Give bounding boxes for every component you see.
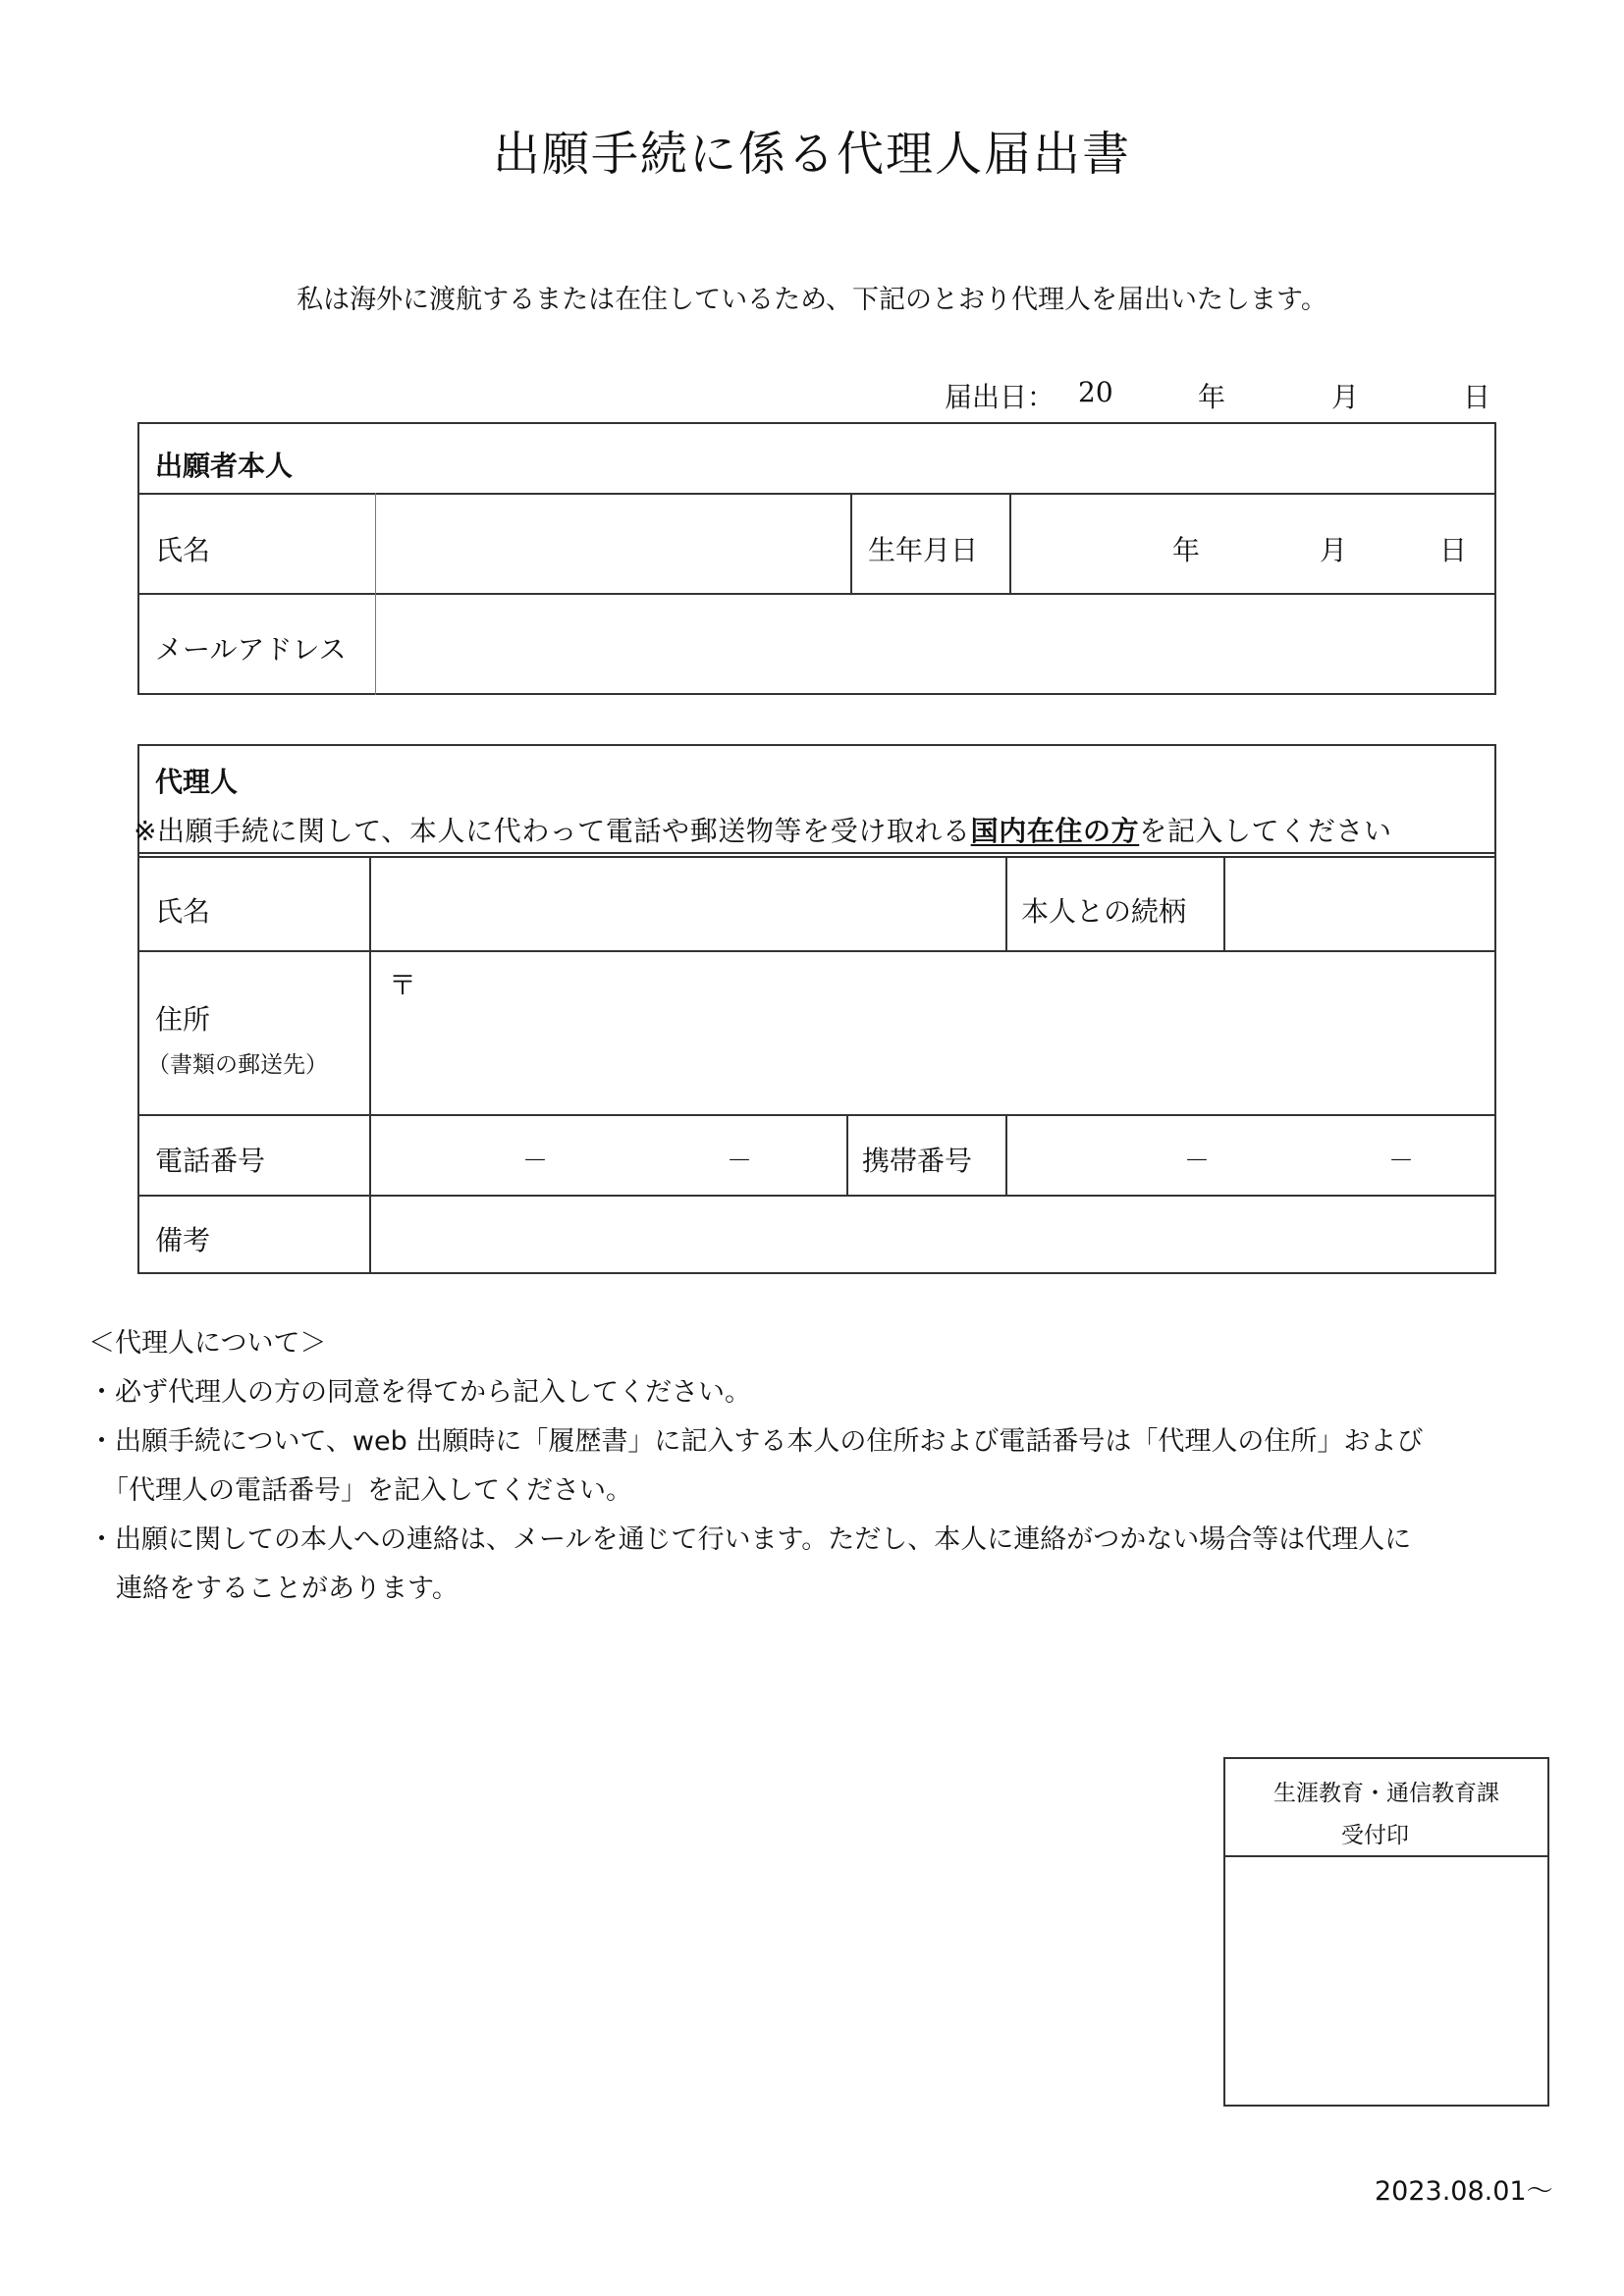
document-version: 2023.08.01～ xyxy=(1375,2176,1553,2207)
phone-dash-1: － xyxy=(522,1147,549,1176)
notes-item: ・必ず代理人の方の同意を得てから記入してください。 xyxy=(88,1377,751,1408)
mobile-dash-1: － xyxy=(1184,1147,1211,1176)
agent-remarks-label: 備考 xyxy=(155,1224,211,1256)
agent-note-suffix: を記入してください xyxy=(1139,815,1392,847)
agent-row-divider xyxy=(137,852,1496,854)
agent-note-prefix: ※出願手続に関して、本人に代わって電話や郵送物等を受け取れる xyxy=(134,815,971,847)
agent-note xyxy=(134,810,1492,849)
date-label: 届出日： xyxy=(945,381,1056,413)
agent-name-label: 氏名 xyxy=(155,895,211,928)
agent-col-divider xyxy=(369,856,371,1274)
intro-text: 私は海外に渡航するまたは在住しているため、下記のとおり代理人を届出いたします。 xyxy=(297,285,1327,315)
birth-year-unit: 年 xyxy=(1172,534,1201,566)
agent-relation-label: 本人との続柄 xyxy=(1021,895,1187,928)
date-day-unit: 日 xyxy=(1463,381,1491,413)
birth-day-unit: 日 xyxy=(1439,534,1468,566)
mobile-dash-2: － xyxy=(1388,1147,1415,1176)
postal-mark: 〒 xyxy=(389,969,417,1001)
agent-row-divider xyxy=(137,1195,1496,1197)
agent-row-divider xyxy=(137,1114,1496,1116)
notes-item: 「代理人の電話番号」を記入してください。 xyxy=(102,1475,632,1506)
date-year-unit: 年 xyxy=(1198,381,1226,413)
applicant-row-divider xyxy=(137,593,1496,595)
applicant-row-divider xyxy=(137,493,1496,495)
agent-address-sublabel: （書類の郵送先） xyxy=(147,1052,328,1078)
applicant-name-label: 氏名 xyxy=(155,534,211,566)
agent-col-divider xyxy=(1005,1114,1007,1195)
notes-heading: ＜代理人について＞ xyxy=(88,1328,327,1359)
birth-month-unit: 月 xyxy=(1320,534,1348,566)
document-title: 出願手続に係る代理人届出書 xyxy=(492,127,1131,182)
agent-col-divider xyxy=(1005,856,1007,950)
applicant-email-label: メールアドレス xyxy=(155,633,347,666)
date-month-unit: 月 xyxy=(1331,381,1360,413)
applicant-col-divider xyxy=(1009,493,1011,593)
agent-phone-label: 電話番号 xyxy=(155,1145,266,1177)
applicant-birth-label: 生年月日 xyxy=(868,534,979,566)
stamp-box-divider xyxy=(1223,1855,1549,1857)
reception-stamp-box xyxy=(1223,1757,1549,2107)
notes-item: 連絡をすることがあります。 xyxy=(116,1574,459,1604)
applicant-col-divider xyxy=(850,493,852,593)
stamp-box-label: 受付印 xyxy=(1341,1823,1409,1848)
notes-item: ・出願に関しての本人への連絡は、メールを通じて行います。ただし、本人に連絡がつかない場合等は代理人に xyxy=(88,1524,1412,1555)
agent-row-divider xyxy=(137,856,1496,858)
date-year-prefix: 20 xyxy=(1078,376,1113,408)
applicant-col-divider xyxy=(375,493,376,695)
agent-row-divider xyxy=(137,950,1496,952)
agent-heading: 代理人 xyxy=(155,766,239,798)
applicant-heading: 出願者本人 xyxy=(155,450,294,482)
agent-address-label: 住所 xyxy=(155,1003,211,1036)
phone-dash-2: － xyxy=(727,1147,753,1176)
agent-col-divider xyxy=(846,1114,848,1195)
notes-item: ・出願手続について、web 出願時に「履歴書」に記入する本人の住所および電話番号は「代理人の住所」および xyxy=(88,1426,1424,1457)
agent-mobile-label: 携帯番号 xyxy=(862,1145,973,1177)
stamp-box-dept: 生涯教育・通信教育課 xyxy=(1273,1781,1499,1806)
agent-col-divider xyxy=(1223,856,1225,950)
agent-note-emphasis: 国内在住の方 xyxy=(970,815,1140,847)
